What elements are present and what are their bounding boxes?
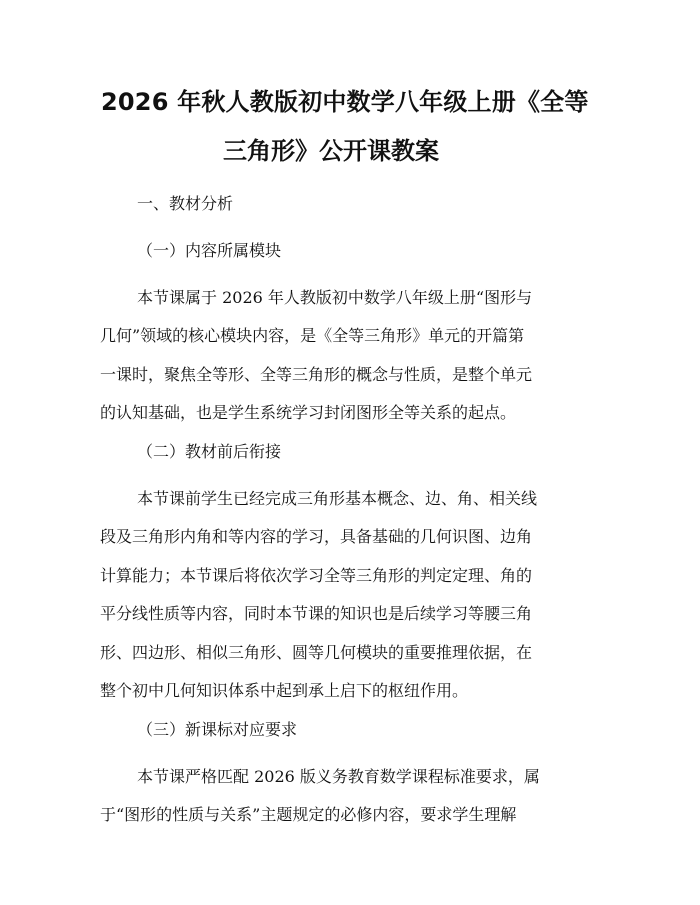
document-title-line-2: 三角形》公开课教案: [223, 137, 439, 165]
subsection-heading-textbook-connection: （二）教材前后衔接: [137, 442, 282, 461]
paragraph-line: 一课时，聚焦全等形、全等三角形的概念与性质，是整个单元: [100, 365, 533, 384]
paragraph-line: 的认知基础，也是学生系统学习封闭图形全等关系的起点。: [100, 403, 517, 422]
section-heading-textbook-analysis: 一、教材分析: [137, 194, 234, 213]
paragraph-line: 本节课前学生已经完成三角形基本概念、边、角、相关线: [137, 489, 538, 508]
subsection-heading-content-module: （一）内容所属模块: [137, 241, 282, 260]
paragraph-line: 整个初中几何知识体系中起到承上启下的枢纽作用。: [100, 681, 469, 700]
paragraph-line: 形、四边形、相似三角形、圆等几何模块的重要推理依据，在: [100, 643, 533, 662]
paragraph-line: 平分线性质等内容，同时本节课的知识也是后续学习等腰三角: [100, 604, 533, 623]
document-title-line-1: 2026 年秋人教版初中数学八年级上册《全等: [101, 88, 589, 116]
paragraph-line: 几何”领域的核心模块内容，是《全等三角形》单元的开篇第: [100, 326, 525, 345]
subsection-heading-curriculum-requirements: （三）新课标对应要求: [137, 720, 298, 739]
paragraph-line: 于“图形的性质与关系”主题规定的必修内容，要求学生理解: [100, 805, 517, 824]
paragraph-line: 计算能力；本节课后将依次学习全等三角形的判定定理、角的: [100, 566, 533, 585]
paragraph-line: 本节课属于 2026 年人教版初中数学八年级上册“图形与: [137, 288, 533, 307]
paragraph-line: 本节课严格匹配 2026 版义务教育数学课程标准要求，属: [137, 767, 540, 786]
paragraph-line: 段及三角形内角和等内容的学习，具备基础的几何识图、边角: [100, 527, 533, 546]
